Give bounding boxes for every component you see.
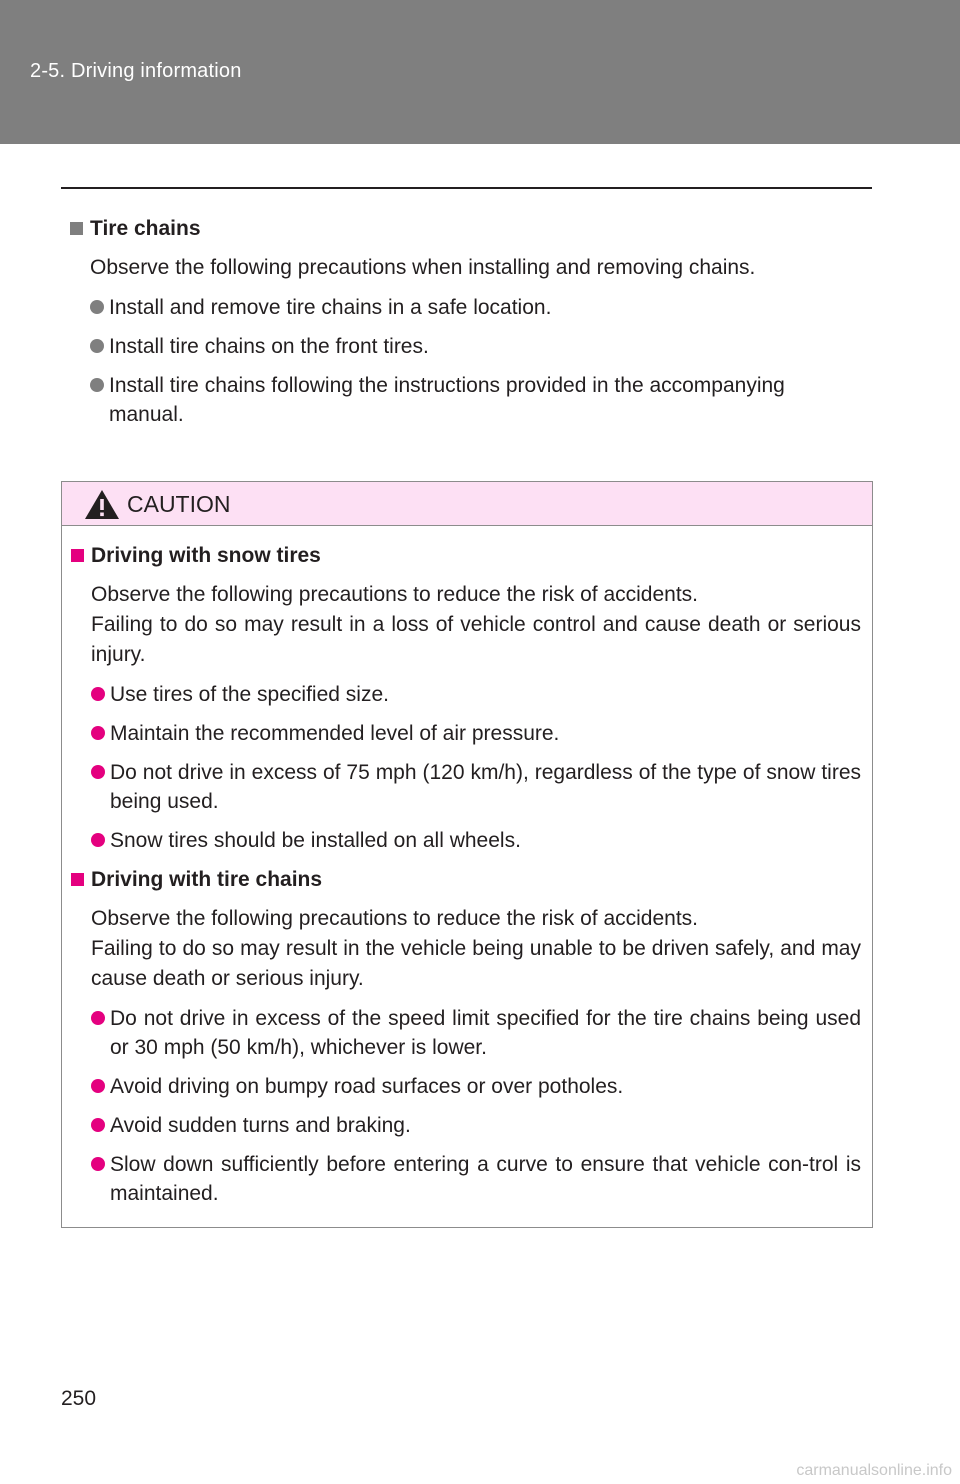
snow-tires-intro [71,580,861,670]
bullet-dot-icon [91,1079,105,1093]
tire-chains-caution-heading-text: Driving with tire chains [91,868,323,891]
list-item-text: Do not drive in excess of the speed limit specified for the tire chains being used or 30 mph (50 km/h), whichever is lower. [110,1007,861,1059]
snow-tires-intro-line-2: Failing to do so may result in a loss of vehicle control and cause death or serious injury. [91,613,861,666]
section-title: 2-5. Driving information [30,60,242,82]
bullet-dot-icon [90,378,104,392]
bullet-dot-icon [91,1011,105,1025]
bullet-dot-icon [91,1118,105,1132]
list-item-text: Maintain the recommended level of air pressure. [110,722,560,745]
list-item [71,826,861,855]
list-item-text: Slow down sufficiently before entering a curve to ensure that vehicle con-trol is maintained. [110,1153,861,1205]
tire-chains-heading-text: Tire chains [90,217,201,240]
list-item [70,332,860,361]
tire-chains-caution-intro-line-1: Observe the following precautions to reduce the risk of accidents. [91,907,698,930]
list-item [71,1150,861,1208]
page-header [0,0,960,144]
caution-label: CAUTION [127,491,231,517]
list-item-text: Avoid driving on bumpy road surfaces or over potholes. [110,1075,624,1098]
bullet-dot-icon [91,765,105,779]
divider-rule [61,187,872,189]
list-item [71,680,861,709]
caution-box [61,481,873,1228]
list-item [71,719,861,748]
square-bullet-icon [70,222,83,235]
list-item-text: Do not drive in excess of 75 mph (120 km/h), regardless of the type of snow tires being used. [110,761,861,813]
list-item-text: Install and remove tire chains in a safe location. [109,296,552,319]
tire-chains-heading [70,214,860,244]
list-item [71,758,861,816]
caution-body [71,541,861,1208]
list-item-text: Avoid sudden turns and braking. [110,1114,411,1137]
bullet-dot-icon [91,726,105,740]
list-item-text: Use tires of the specified size. [110,683,389,706]
snow-tires-heading [71,541,861,571]
list-item-text: Snow tires should be installed on all wheels. [110,829,521,852]
snow-tires-intro-line-1: Observe the following precautions to reduce the risk of accidents. [91,583,698,606]
list-item [71,1072,861,1101]
snow-tires-heading-text: Driving with snow tires [91,544,321,567]
tire-chains-caution-intro-line-2: Failing to do so may result in the vehicle being unable to be driven safely, and may cause death or serious injury. [91,937,861,990]
bullet-dot-icon [90,339,104,353]
page-number: 250 [61,1387,97,1410]
watermark: carmanualsonline.info [796,1462,952,1479]
bullet-dot-icon [91,833,105,847]
tire-chains-section [70,214,860,429]
list-item [70,293,860,322]
caution-header [62,482,872,526]
warning-triangle-icon [84,489,120,520]
list-item-text: Install tire chains following the instructions provided in the accompanying manual. [109,374,785,426]
square-bullet-icon [71,549,84,562]
tire-chains-intro: Observe the following precautions when installing and removing chains. [90,256,756,279]
list-item-text: Install tire chains on the front tires. [109,335,429,358]
bullet-dot-icon [91,1157,105,1171]
bullet-dot-icon [90,300,104,314]
bullet-dot-icon [91,687,105,701]
tire-chains-caution-intro [71,904,861,994]
tire-chains-caution-heading [71,865,861,895]
list-item [71,1004,861,1062]
list-item [70,371,860,429]
list-item [71,1111,861,1140]
square-bullet-icon [71,873,84,886]
